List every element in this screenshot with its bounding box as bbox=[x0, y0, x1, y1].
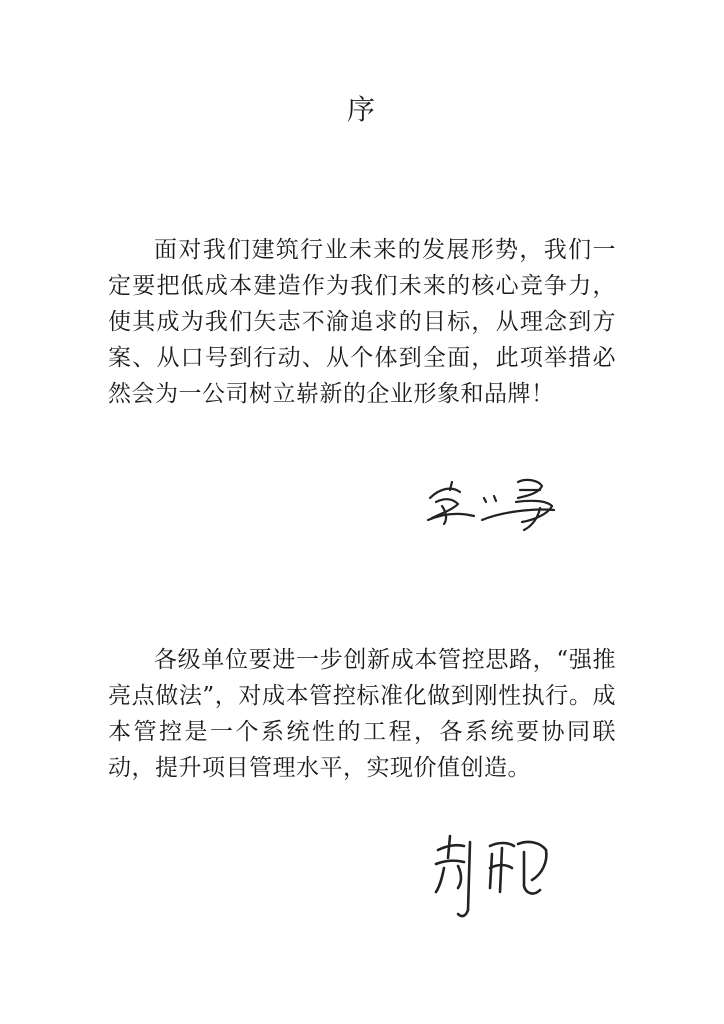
handwritten-signature-2 bbox=[428, 828, 558, 924]
paragraph-1: 面对我们建筑行业未来的发展形势，我们一定要把低成本建造作为我们未来的核心竞争力，使其成为我们矢志不渝追求的目标，从理念到方案、从口号到行动、从个体到全面，此项举措必然会为一公司树立崭新的企业形象和品牌！ bbox=[108, 237, 616, 407]
paragraph-2: 各级单位要进一步创新成本管控思路，“强推亮点做法”，对成本管控标准化做到刚性执行。成本管控是一个系统性的工程，各系统要协同联动，提升项目管理水平，实现价值创造。 bbox=[108, 647, 616, 781]
handwritten-signature-1 bbox=[422, 468, 562, 538]
page-title: 序 bbox=[346, 93, 377, 126]
